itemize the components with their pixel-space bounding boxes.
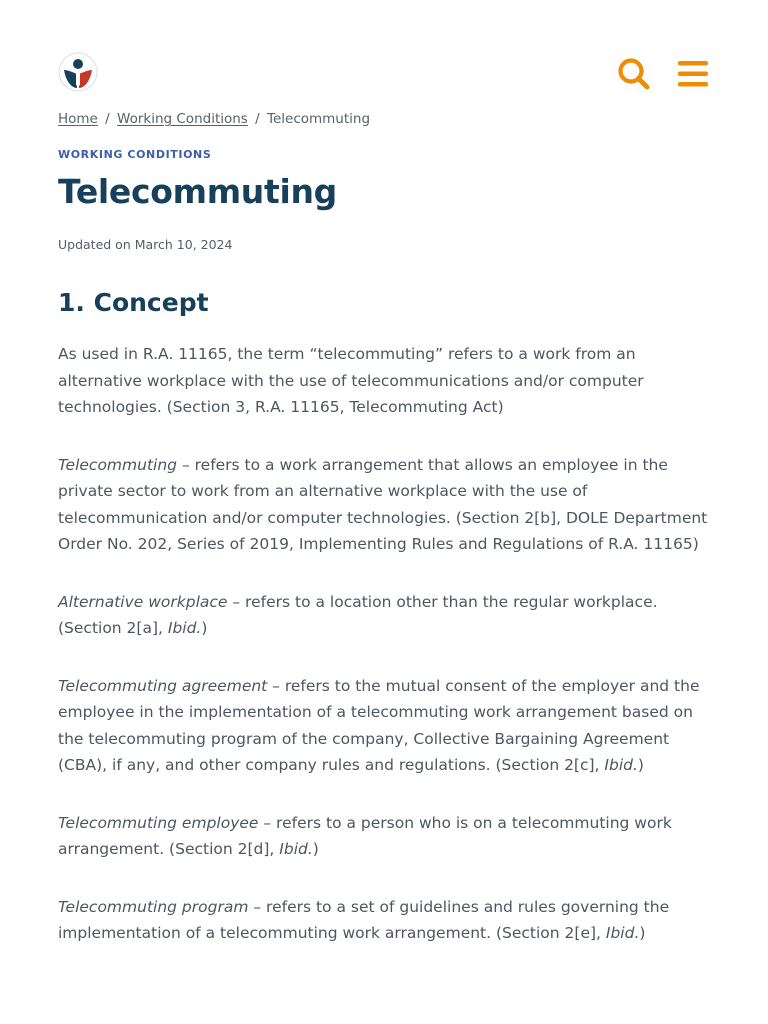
search-button[interactable]: [616, 56, 652, 92]
breadcrumb-separator: /: [105, 111, 110, 127]
paragraph: [58, 452, 718, 558]
page-title: Telecommuting: [58, 172, 338, 211]
definition-term: Telecommuting: [58, 455, 178, 474]
search-icon: [616, 77, 652, 96]
paragraph-text: – refers to a person who is on a telecommuting work arrangement. (Section 2[d],: [58, 813, 672, 858]
paragraph: [58, 673, 718, 779]
breadcrumb-home-link[interactable]: Home: [58, 111, 98, 127]
definition-term: Telecommuting employee: [58, 813, 259, 832]
breadcrumb-separator: /: [255, 111, 260, 127]
paragraph: [58, 589, 718, 642]
menu-button[interactable]: [676, 58, 710, 90]
paragraph-tail: ): [201, 619, 208, 637]
definition-term: Telecommuting agreement: [58, 676, 268, 695]
paragraph-text: – refers to a set of guidelines and rules governing the implementation of a telecommuting work arrangement. (Section 2[e],: [58, 897, 670, 942]
paragraph-text: – refers to a location other than the regular workplace. (Section 2[a],: [58, 592, 658, 637]
paragraph: [58, 894, 718, 947]
citation: Ibid.: [279, 840, 313, 858]
breadcrumb-current: Telecommuting: [267, 111, 371, 127]
paragraph-text: – refers to the mutual consent of the employer and the employee in the implementation of a telecommuting work arrangement based on the telecommuting program of the company, Collective Bargaining Agreement (CBA), if any, and other company rules and regulations. (Section 2[c],: [58, 676, 700, 774]
definition-term: Telecommuting program: [58, 897, 249, 916]
paragraph: [58, 341, 718, 421]
paragraph-text: – refers to a work arrangement that allows an employee in the private sector to work from an alternative workplace with the use of telecommunication and/or computer technologies. (Section 2[b], DOLE Department Order No. 202, Series of 2019, Implementing Rules and Regulations of R.A. 11165): [58, 455, 708, 553]
site-logo-icon[interactable]: [58, 52, 98, 92]
paragraph-tail: ): [639, 924, 646, 942]
paragraph-tail: ): [637, 756, 644, 774]
category-label[interactable]: WORKING CONDITIONS: [58, 148, 212, 161]
paragraph: [58, 810, 718, 863]
paragraph-text: As used in R.A. 11165, the term “telecommuting” refers to a work from an alternative workplace with the use of telecommunications and/or computer technologies. (Section 3, R.A. 11165, Telecommuting Act): [58, 345, 644, 416]
breadcrumb: [58, 111, 370, 127]
section-heading: 1. Concept: [58, 288, 209, 317]
paragraph-tail: ): [312, 840, 319, 858]
updated-date: Updated on March 10, 2024: [58, 237, 233, 252]
breadcrumb-section-link[interactable]: Working Conditions: [117, 111, 248, 127]
definition-term: Alternative workplace: [58, 592, 228, 611]
citation: Ibid.: [167, 619, 202, 637]
article-content: [58, 341, 718, 978]
citation: Ibid.: [605, 924, 640, 942]
hamburger-menu-icon: [676, 75, 710, 94]
site-header: [58, 52, 710, 96]
citation: Ibid.: [604, 756, 638, 774]
